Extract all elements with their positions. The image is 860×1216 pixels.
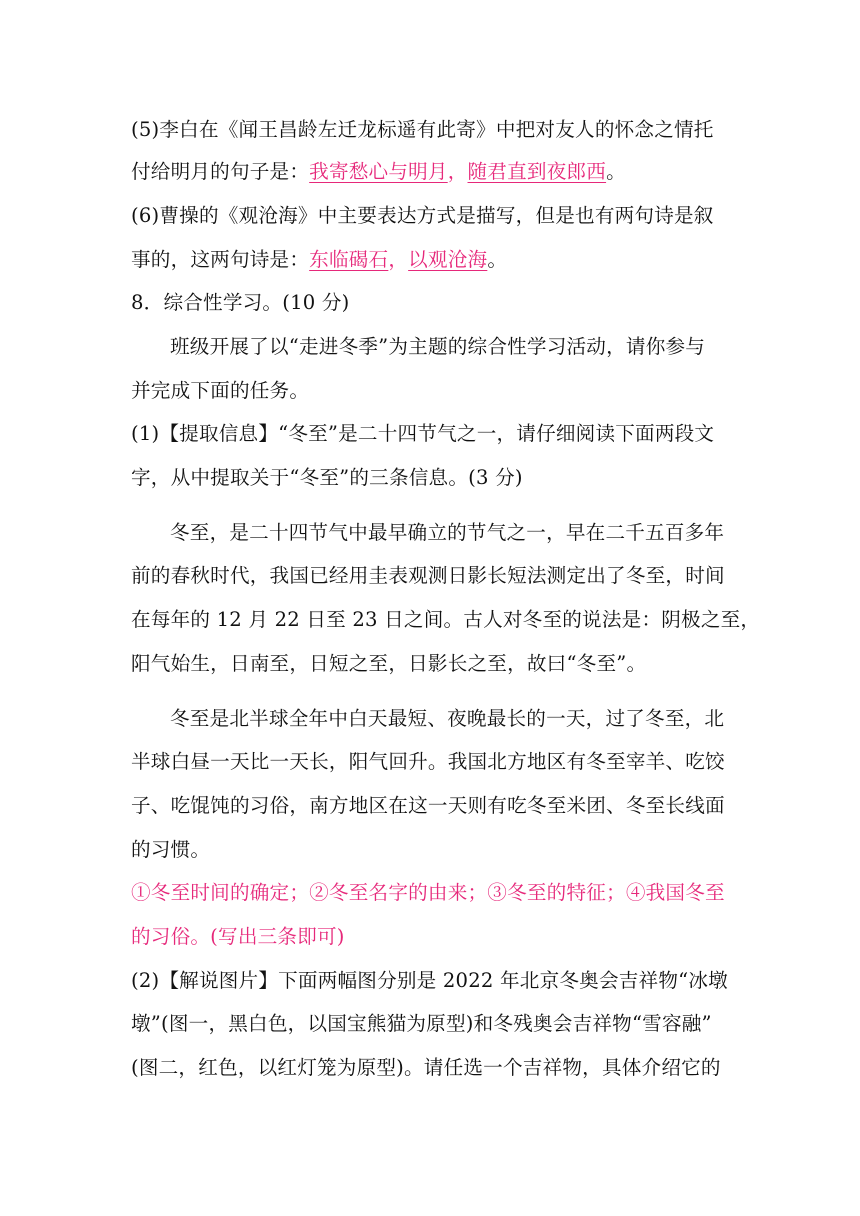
q6-prompt: 事的，这两句诗是： [131, 248, 310, 271]
q6-period: 。 [487, 248, 508, 271]
q5-line-2 [131, 157, 733, 187]
passage1-line-4: 阳气始生，日南至，日短之至，日影长之至，故曰“冬至”。 [131, 652, 647, 675]
q5-line-1: (5)李白在《闻王昌龄左迁龙标遥有此寄》中把对友人的怀念之情托 [131, 118, 714, 141]
passage2-line-1: 冬至是北半球全年中白天最短、夜晚最长的一天，过了冬至，北 [170, 707, 725, 730]
task1-answer-line-1: ①冬至时间的确定；②冬至名字的由来；③冬至的特征；④我国冬至 [131, 881, 725, 904]
task1-line-1: (1)【提取信息】“冬至”是二十四节气之一，请仔细阅读下面两段文 [131, 422, 715, 445]
passage2-line-2: 半球白昼一天比一天长，阳气回升。我国北方地区有冬至宰羊、吃饺 [131, 750, 725, 773]
q5-answer-a: 我寄愁心与明月 [309, 160, 448, 183]
q5-prompt: 付给明月的句子是： [131, 160, 310, 183]
q5-answer-b: 随君直到夜郎西 [467, 160, 607, 183]
task2-line-3: (图二，红色，以红灯笼为原型)。请任选一个吉祥物，具体介绍它的 [131, 1056, 721, 1079]
q6-line-2 [131, 245, 733, 275]
task1-answer-line-2: 的习俗。(写出三条即可) [131, 925, 345, 948]
q6-answer-comma: ， [388, 248, 409, 271]
q8-intro-line-2: 并完成下面的任务。 [131, 379, 310, 402]
passage1-line-1: 冬至，是二十四节气中最早确立的节气之一，早在二千五百多年 [170, 521, 725, 544]
task1-line-2: 字，从中提取关于“冬至”的三条信息。(3 分) [131, 466, 523, 489]
passage2-line-4: 的习惯。 [131, 838, 211, 861]
q6-line-1: (6)曹操的《观沧海》中主要表达方式是描写，但是也有两句诗是叙 [131, 204, 714, 227]
q5-answer-comma: ， [447, 160, 468, 183]
q6-answer-b: 以观沧海 [408, 248, 488, 271]
q6-answer-a: 东临碣石 [309, 248, 389, 271]
passage2-line-3: 子、吃馄饨的习俗，南方地区在这一天则有吃冬至米团、冬至长线面 [131, 794, 725, 817]
task2-line-2: 墩”(图一，黑白色，以国宝熊猫为原型)和冬残奥会吉祥物“雪容融” [131, 1012, 712, 1035]
task2-line-1: (2)【解说图片】下面两幅图分别是 2022 年北京冬奥会吉祥物“冰墩 [131, 969, 728, 992]
q8-intro-line-1: 班级开展了以“走进冬季”为主题的综合性学习活动，请你参与 [170, 335, 706, 358]
passage1-line-3: 在每年的 12 月 22 日至 23 日之间。古人对冬至的说法是：阴极之至， [131, 608, 761, 631]
passage1-line-2: 前的春秋时代，我国已经用圭表观测日影长短法测定出了冬至，时间 [131, 564, 725, 587]
q8-heading: 8．综合性学习。(10 分) [131, 291, 350, 314]
q5-period: 。 [606, 160, 626, 183]
